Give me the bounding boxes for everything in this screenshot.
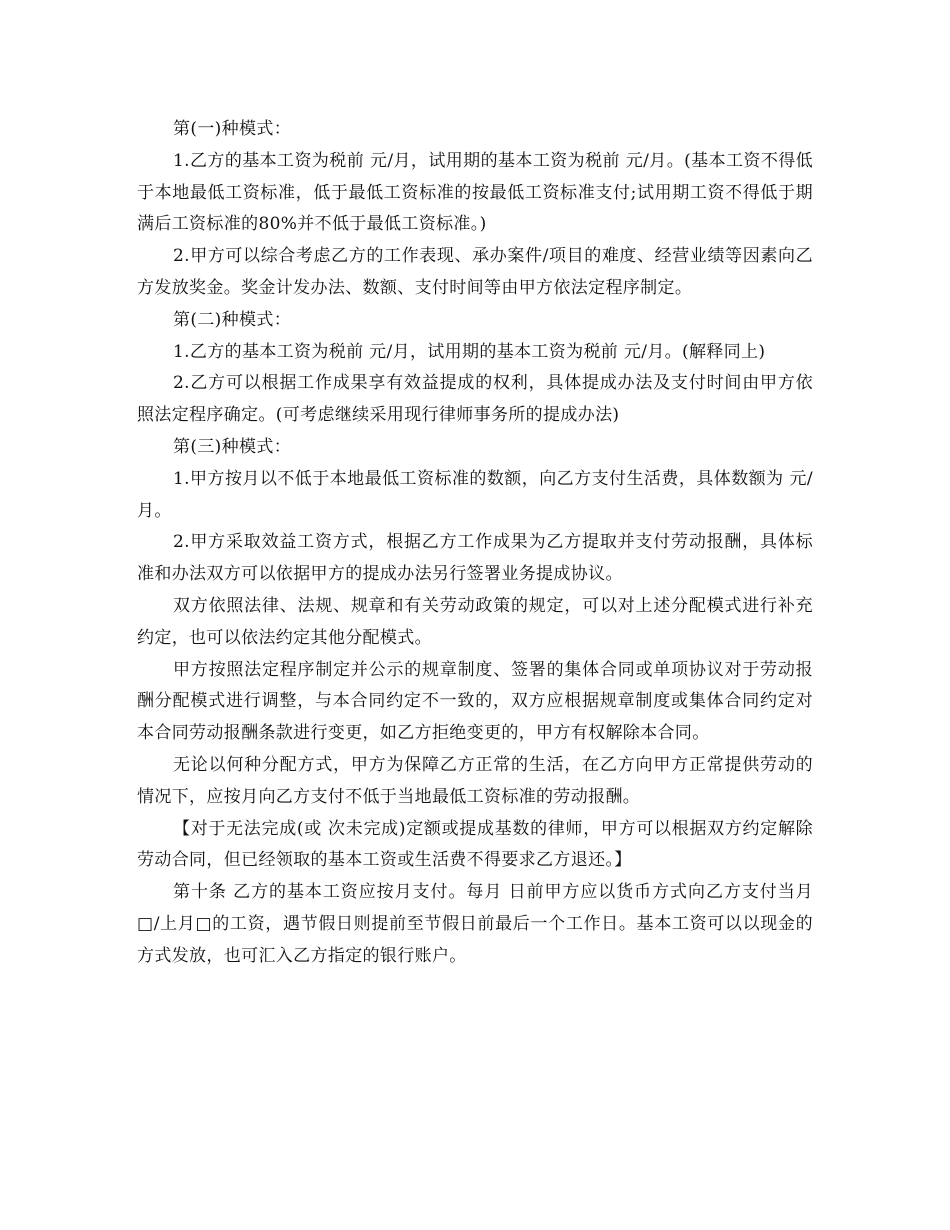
paragraph: 无论以何种分配方式，甲方为保障乙方正常的生活，在乙方向甲方正常提供劳动的情况下，应按月向乙方支付不低于当地最低工资标准的劳动报酬。 [137,754,813,807]
paragraph: 1.乙方的基本工资为税前 元/月，试用期的基本工资为税前 元/月。(基本工资不得低于本地最低工资标准，低于最低工资标准的按最低工资标准支付;试用期工资不得低于期满后工资标准的80%并不低于最低工资标准。) [137,150,813,235]
paragraph: 1.乙方的基本工资为税前 元/月，试用期的基本工资为税前 元/月。(解释同上) [173,341,766,362]
paragraph: 第(三)种模式： [173,436,292,457]
paragraph: 第十条 乙方的基本工资应按月支付。每月 日前甲方应以货币方式向乙方支付当月□/上月□的工资，遇节假日则提前至节假日前最后一个工作日。基本工资可以以现金的方式发放，也可汇入乙方指定的银行账户。 [137,882,813,966]
paragraph: 2.甲方采取效益工资方式，根据乙方工作成果为乙方提取并支付劳动报酬，具体标准和办法双方可以依据甲方的提成办法另行签署业务提成协议。 [137,532,813,585]
paragraph: 第(二)种模式： [173,309,292,330]
paragraph: 2.甲方可以综合考虑乙方的工作表现、承办案件/项目的难度、经营业绩等因素向乙方发放奖金。奖金计发办法、数额、支付时间等由甲方依法定程序制定。 [137,246,813,298]
paragraph: 1.甲方按月以不低于本地最低工资标准的数额，向乙方支付生活费，具体数额为 元/月。 [137,468,813,521]
document-body [137,114,813,973]
paragraph: 双方依照法律、法规、规章和有关劳动政策的规定，可以对上述分配模式进行补充约定，也可以依法约定其他分配模式。 [137,595,813,648]
paragraph: 【对于无法完成(或 次未完成)定额或提成基数的律师，甲方可以根据双方约定解除劳动合同，但已经领取的基本工资或生活费不得要求乙方退还。】 [137,818,813,871]
paragraph: 甲方按照法定程序制定并公示的规章制度、签署的集体合同或单项协议对于劳动报酬分配模式进行调整，与本合同约定不一致的，双方应根据规章制度或集体合同约定对本合同劳动报酬条款进行变更，如乙方拒绝变更的，甲方有权解除本合同。 [137,659,813,744]
paragraph: 第(一)种模式： [173,119,292,139]
paragraph: 2.乙方可以根据工作成果享有效益提成的权利，具体提成办法及支付时间由甲方依照法定程序确定。(可考虑继续采用现行律师事务所的提成办法) [137,373,813,426]
